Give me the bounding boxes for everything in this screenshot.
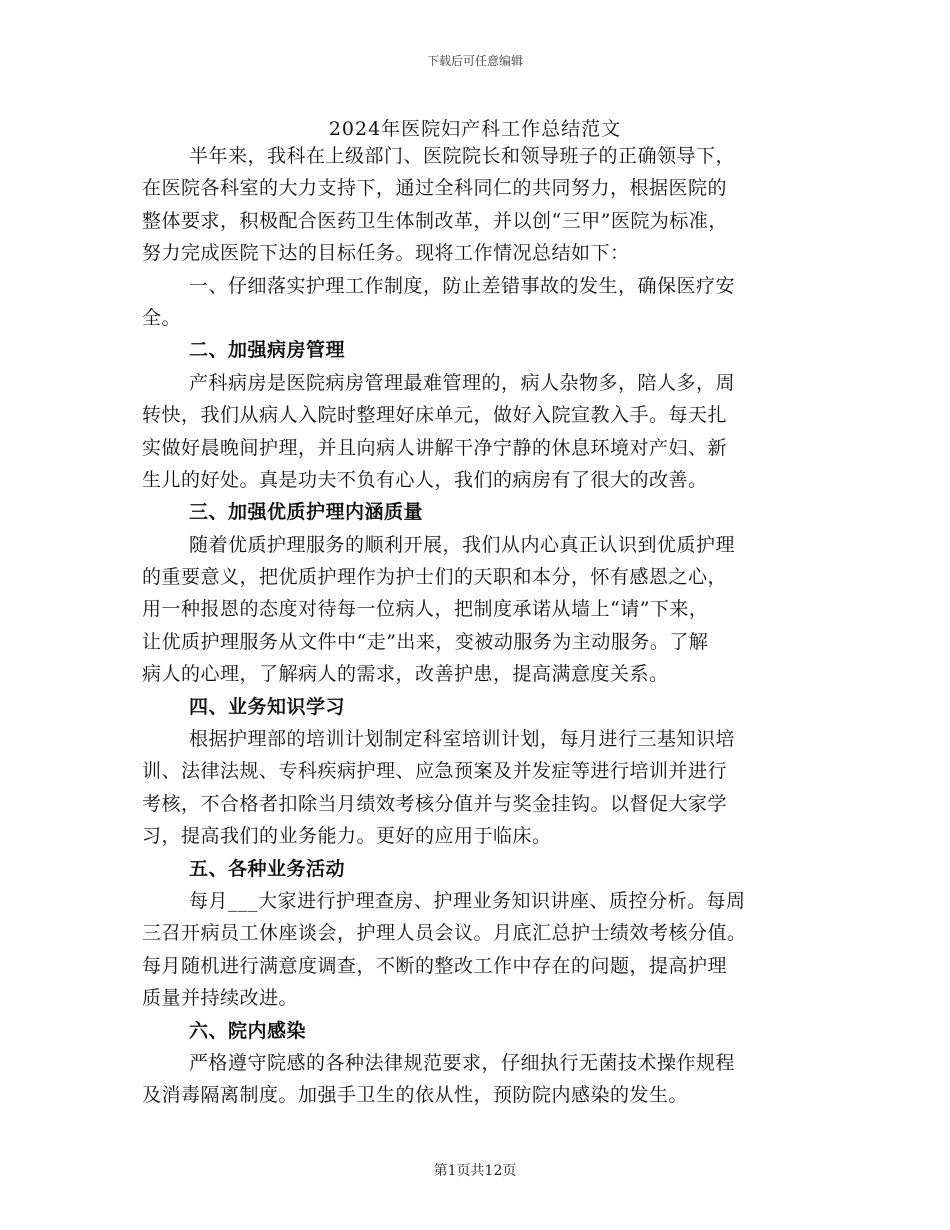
body-line: 训、法律法规、专科疾病护理、应急预案及并发症等进行培训并进行 (142, 760, 728, 783)
body-line: 生儿的好处。真是功夫不负有心人，我们的病房有了很大的改善。 (142, 468, 708, 491)
document-body (142, 140, 817, 1112)
body-line: 随着优质护理服务的顺利开展，我们从内心真正认识到优质护理 (189, 533, 736, 556)
body-line: 严格遵守院感的各种法律规范要求，仔细执行无菌技术操作规程 (189, 1051, 736, 1074)
section-heading: 四、业务知识学习 (189, 695, 346, 718)
body-line: 半年来，我科在上级部门、医院院长和领导班子的正确领导下， (189, 145, 736, 167)
body-line: 努力完成医院下达的目标任务。现将工作情况总结如下： (142, 242, 630, 265)
body-line: 一、仔细落实护理工作制度，防止差错事故的发生，确保医疗安 (189, 274, 736, 297)
section-heading: 六、院内感染 (189, 1019, 307, 1042)
document-title: 2024年医院妇产科工作总结范文 (328, 118, 622, 140)
body-line: 在医院各科室的大力支持下，通过全科同仁的共同努力，根据医院的 (142, 177, 728, 200)
body-line: 产科病房是医院病房管理最难管理的，病人杂物多，陪人多，周 (189, 371, 736, 394)
section-heading: 三、加强优质护理内涵质量 (189, 501, 424, 524)
body-line: 的重要意义，把优质护理作为护士们的天职和本分，怀有感恩之心， (142, 566, 728, 589)
section-heading: 五、各种业务活动 (189, 857, 346, 880)
body-line: 质量并持续改进。 (142, 987, 299, 1010)
body-line: 整体要求，积极配合医药卫生体制改革，并以创“三甲”医院为标准， (142, 209, 728, 232)
body-line: 病人的心理，了解病人的需求，改善护患，提高满意度关系。 (142, 663, 669, 686)
body-line: 转快，我们从病人入院时整理好床单元，做好入院宣教入手。每天扎 (142, 404, 728, 427)
section-heading: 二、加强病房管理 (189, 339, 346, 362)
body-line: 考核，不合格者扣除当月绩效考核分值并与奖金挂钩。以督促大家学 (142, 792, 728, 815)
body-line: 三召开病员工休座谈会，护理人员会议。月底汇总护士绩效考核分值。 (142, 922, 747, 945)
body-line: 每月随机进行满意度调查，不断的整改工作中存在的问题，提高护理 (142, 954, 728, 977)
body-line: 实做好晨晚间护理，并且向病人讲解干净宁静的休息环境对产妇、新 (142, 436, 728, 459)
body-line: 全。 (142, 306, 182, 329)
body-line: 习，提高我们的业务能力。更好的应用于临床。 (142, 825, 552, 848)
body-line: 用一种报恩的态度对待每一位病人，把制度承诺从墙上“请”下来， (142, 598, 709, 621)
page-number: 第1页共12页 (433, 1163, 517, 1179)
body-line: 让优质护理服务从文件中“走”出来，变被动服务为主动服务。了解 (142, 630, 709, 653)
body-line: 及消毒隔离制度。加强手卫生的依从性，预防院内感染的发生。 (142, 1084, 689, 1107)
header-note: 下载后可任意编辑 (426, 54, 523, 68)
body-line: 每月___大家进行护理查房、护理业务知识讲座、质控分析。每周 (189, 889, 746, 912)
body-line: 根据护理部的培训计划制定科室培训计划，每月进行三基知识培 (189, 728, 736, 751)
